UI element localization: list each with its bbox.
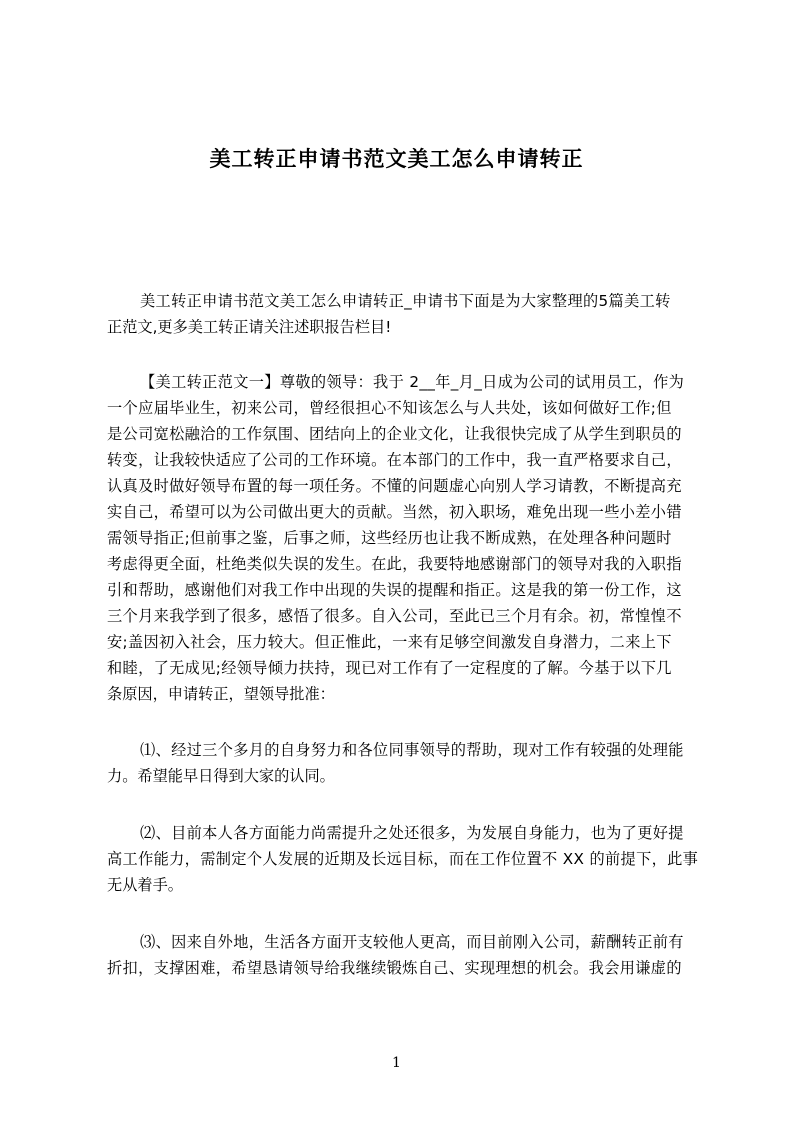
- text-line: 力。希望能早日得到大家的认同。: [107, 767, 335, 785]
- text-line: 考虑得更全面，杜绝类似失误的发生。在此，我要特地感谢部门的领导对我的入职指: [107, 555, 682, 573]
- text-line: 和睦，了无成见;经领导倾力扶持，现已对工作有了一定程度的了解。今基于以下几: [107, 659, 672, 677]
- text-line: 一个应届毕业生，初来公司，曾经很担心不知该怎么与人共处，该如何做好工作;但: [107, 399, 672, 417]
- text-line: 安;盖因初入社会，压力较大。但正惟此，一来有足够空间激发自身潜力，二来上下: [107, 633, 672, 651]
- text-line: 转变，让我较快适应了公司的工作环境。在本部门的工作中，我一直严格要求自己，: [107, 451, 682, 469]
- text-line: 正范文,更多美工转正请关注述职报告栏目!: [107, 318, 392, 336]
- text-line: 是公司宽松融洽的工作氛围、团结向上的企业文化，让我很快完成了从学生到职员的: [107, 425, 682, 443]
- text-line: 认真及时做好领导布置的每一项任务。不懂的问题虚心向别人学习请教，不断提高充: [107, 477, 682, 495]
- text-line: 三个月来我学到了很多，感悟了很多。自入公司，至此已三个月有余。初，常惶惶不: [107, 607, 682, 625]
- text-line: 条原因，申请转正，望领导批准：: [107, 685, 335, 703]
- page-number: 1: [392, 1055, 401, 1071]
- text-line: 高工作能力，需制定个人发展的近期及长远目标，而在工作位置不 XX 的前提下，此事: [107, 850, 699, 868]
- text-line: ⑵、目前本人各方面能力尚需提升之处还很多，为发展自身能力，也为了更好提: [140, 824, 684, 842]
- text-line: 需领导指正;但前事之鉴，后事之师，这些经历也让我不断成熟，在处理各种问题时: [107, 529, 672, 547]
- text-line: 美工转正申请书范文美工怎么申请转正_申请书下面是为大家整理的5篇美工转: [140, 292, 671, 310]
- text-line: ⑶、因来自外地，生活各方面开支较他人更高，而目前刚入公司，薪酬转正前有: [140, 933, 684, 951]
- text-line: 引和帮助，感谢他们对我工作中出现的失误的提醒和指正。这是我的第一份工作，这: [107, 581, 682, 599]
- page-title: 美工转正申请书范文美工怎么申请转正: [209, 147, 584, 171]
- text-line: 【美工转正范文一】尊敬的领导：我于 2__年_月_日成为公司的试用员工，作为: [140, 373, 685, 391]
- text-line: 实自己，希望可以为公司做出更大的贡献。当然，初入职场，难免出现一些小差小错: [107, 503, 682, 521]
- text-line: ⑴、经过三个多月的自身努力和各位同事领导的帮助，现对工作有较强的处理能: [140, 741, 684, 759]
- text-line: 无从着手。: [107, 876, 183, 894]
- text-line: 折扣，支撑困难，希望恳请领导给我继续锻炼自己、实现理想的机会。我会用谦虚的: [107, 959, 682, 977]
